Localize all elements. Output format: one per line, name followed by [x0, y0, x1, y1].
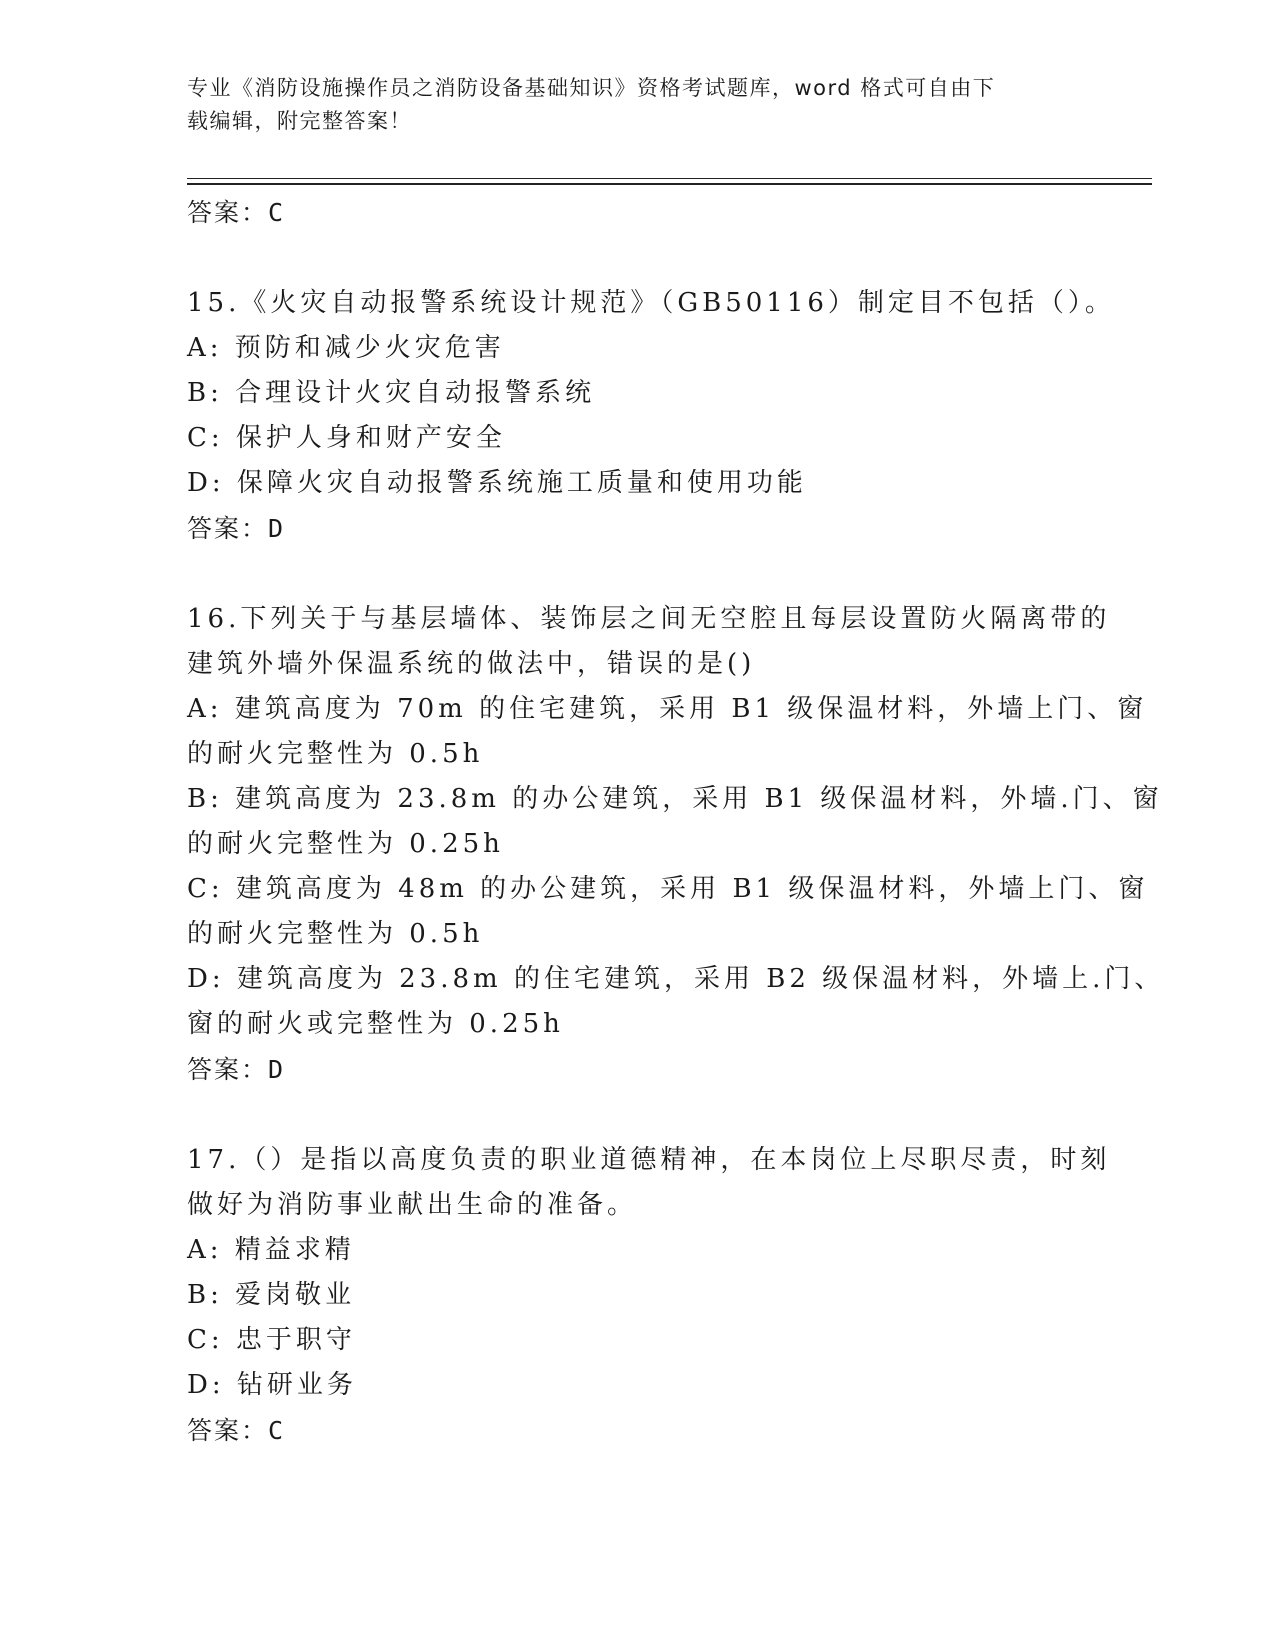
spacer — [187, 1092, 1087, 1138]
page-header — [187, 72, 1067, 138]
question-stem: 16.下列关于与基层墙体、装饰层之间无空腔且每层设置防火隔离带的 — [187, 604, 1111, 634]
question-stem: 15.《火灾自动报警系统设计规范》（GB50116）制定目不包括（）。 — [187, 288, 1115, 318]
spacer — [187, 551, 1087, 597]
option-b: B: 合理设计火灾自动报警系统 — [187, 378, 596, 408]
question-answer — [187, 506, 1087, 551]
question-list — [187, 190, 1165, 1453]
question-answer — [187, 1408, 1087, 1453]
question-stem: 17.（）是指以高度负责的职业道德精神，在本岗位上尽职尽责，时刻 — [187, 1145, 1111, 1175]
answer-value: D — [268, 514, 286, 543]
option-a: A: 预防和减少火灾危害 — [187, 333, 505, 363]
question-17 — [187, 1138, 1111, 1453]
previous-answer — [187, 190, 1087, 235]
question-16 — [187, 597, 1165, 1092]
header-divider-thick — [187, 183, 1152, 185]
question-stem-cont: 建筑外墙外保温系统的做法中，错误的是() — [187, 649, 756, 679]
option-c: C: 保护人身和财产安全 — [187, 423, 506, 453]
question-15 — [187, 281, 1115, 551]
option-d: D: 钻研业务 — [187, 1370, 357, 1400]
answer-label: 答案： — [187, 514, 269, 543]
answer-value: D — [268, 1055, 286, 1084]
option-d: D: 保障火灾自动报警系统施工质量和使用功能 — [187, 468, 807, 498]
question-answer — [187, 1047, 1087, 1092]
answer-label: 答案： — [187, 1055, 269, 1084]
option-d-cont: 窗的耐火或完整性为 0.25h — [187, 1009, 564, 1039]
option-b-cont: 的耐火完整性为 0.25h — [187, 829, 504, 859]
header-line-1: 专业《消防设施操作员之消防设备基础知识》资格考试题库，word 格式可自由下 — [187, 76, 996, 100]
option-d: D: 建筑高度为 23.8m 的住宅建筑，采用 B2 级保温材料，外墙上.门、 — [187, 964, 1165, 994]
question-stem-cont: 做好为消防事业献出生命的准备。 — [187, 1190, 638, 1220]
option-a: A: 精益求精 — [187, 1235, 355, 1265]
option-a-cont: 的耐火完整性为 0.5h — [187, 739, 484, 769]
option-b: B: 建筑高度为 23.8m 的办公建筑，采用 B1 级保温材料，外墙.门、窗 — [187, 784, 1163, 814]
answer-label: 答案： — [187, 1416, 269, 1445]
option-c: C: 建筑高度为 48m 的办公建筑，采用 B1 级保温材料，外墙上门、窗 — [187, 874, 1149, 904]
answer-value: C — [268, 1416, 286, 1445]
answer-label: 答案： — [187, 198, 269, 227]
header-line-2: 载编辑，附完整答案！ — [187, 109, 412, 133]
header-divider-thin — [187, 178, 1152, 179]
answer-value: C — [268, 198, 286, 227]
option-c: C: 忠于职守 — [187, 1325, 356, 1355]
spacer — [187, 235, 1087, 281]
option-c-cont: 的耐火完整性为 0.5h — [187, 919, 484, 949]
option-b: B: 爱岗敬业 — [187, 1280, 356, 1310]
option-a: A: 建筑高度为 70m 的住宅建筑，采用 B1 级保温材料，外墙上门、窗 — [187, 694, 1148, 724]
